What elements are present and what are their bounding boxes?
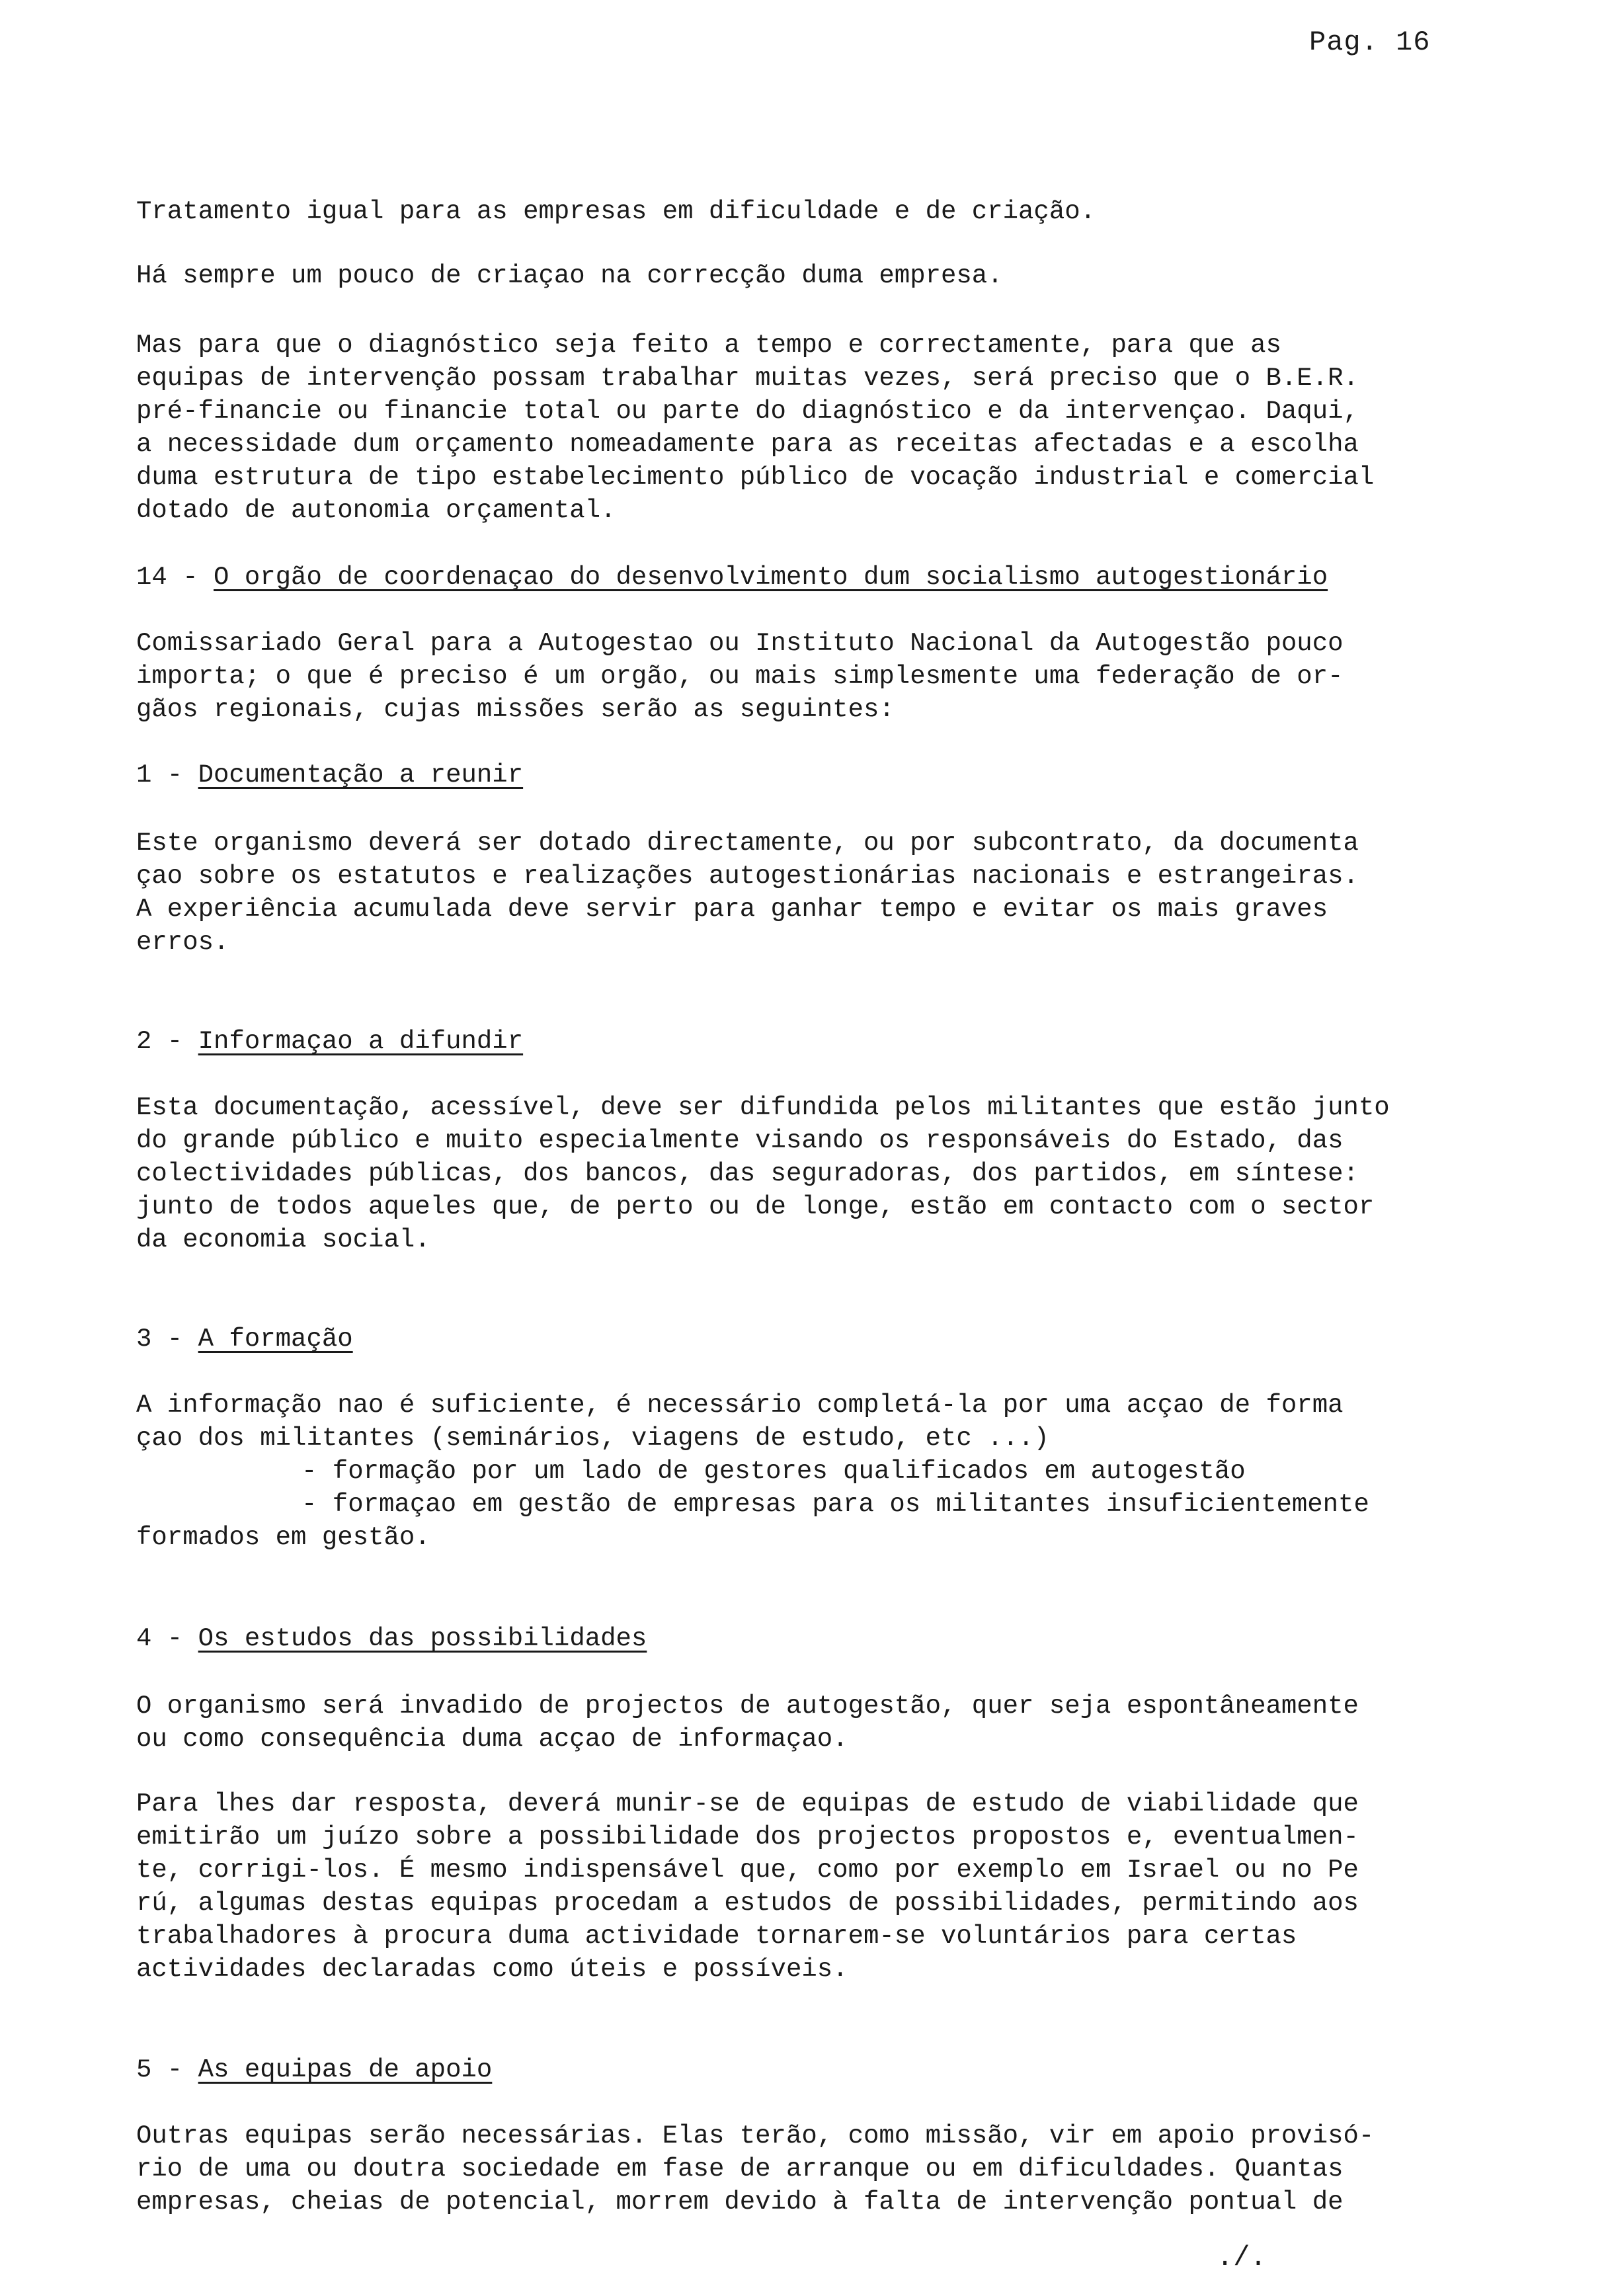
item-2-body: Esta documentação, acessível, deve ser difundida pelos militantes que estão junto do grande público e muito especialmente visando os responsáveis do Estado, das colectividades públicas, dos bancos, das seguradoras, dos partidos, em síntese: junto de todos aqueles que, de perto ou de longe, estão em contacto com o sector da economia social. (136, 1093, 1390, 1254)
item-title: Os estudos das possibilidades (198, 1624, 647, 1653)
item-title: Informaçao a difundir (198, 1027, 524, 1056)
section-number: 14 - (136, 563, 214, 592)
item-4-paragraph-1: O organismo será invadido de projectos de autogestão, quer seja espontâneamente ou como consequência duma acçao de informaçao. (136, 1692, 1359, 1754)
item-number: 3 - (136, 1325, 198, 1354)
item-title: As equipas de apoio (198, 2055, 493, 2084)
item-4-heading (136, 1622, 647, 1655)
item-1-heading (136, 758, 523, 792)
item-title: A formação (198, 1325, 353, 1354)
section-14-heading (136, 561, 1328, 594)
item-3-heading (136, 1323, 353, 1356)
item-title: Documentação a reunir (198, 760, 524, 790)
section-title: O orgão de coordenaçao do desenvolvimento dum socialismo autogestionário (214, 563, 1328, 592)
intro-paragraph-3: Mas para que o diagnóstico seja feito a tempo e correctamente, para que as equipas de intervenção possam trabalhar muitas vezes, será preciso que o B.E.R. pré-financie ou financie total ou parte do diagnóstico e da intervençao. Daqui, a necessidade dum orçamento nomeadamente para as receitas afectadas e a escolha duma estrutura de tipo estabelecimento público de vocação industrial e comercial dotado de autonomia orçamental. (136, 331, 1375, 525)
item-5-body: Outras equipas serão necessárias. Elas terão, como missão, vir em apoio provisó- rio de uma ou doutra sociedade em fase de arranque ou em dificuldades. Quantas empresas, cheias de potencial, morrem devido à falta de intervenção pontual de (136, 2121, 1375, 2217)
item-2-heading (136, 1025, 523, 1058)
item-4-paragraph-2: Para lhes dar resposta, deverá munir-se de equipas de estudo de viabilidade que emitirão um juízo sobre a possibilidade dos projectos propostos e, eventualmen- te, corrigi-los. É mesmo indispensável que, como por exemplo em Israel ou no Pe rú, algumas destas equipas procedam a estudos de possibilidades, permitindo aos trabalhadores à procura duma actividade tornarem-se voluntários para certas actividades declaradas como úteis e possíveis. (136, 1789, 1359, 1984)
bullet-line: - formação por um lado de gestores qualificados em autogestão (302, 1457, 1246, 1486)
item-number: 2 - (136, 1027, 198, 1056)
item-1-body: Este organismo deverá ser dotado directamente, ou por subcontrato, da documenta çao sobre os estatutos e realizações autogestionárias nacionais e estrangeiras. A experiência acumulada deve servir para ganhar tempo e evitar os mais graves erros. (136, 829, 1359, 957)
item-number: 1 - (136, 760, 198, 790)
bullet-line: - formaçao em gestão de empresas para os militantes insuficientemente (302, 1490, 1369, 1519)
item-3-body: A informação nao é suficiente, é necessário completá-la por uma acçao de forma çao dos militantes (seminários, viagens de estudo, etc ...) - formação por um lado de gestores qualificados em autogestão - formaçao em gestão de empresas para os militantes insuficientemente formados em gestão. (136, 1389, 1478, 1554)
continuation-mark: ./. (1217, 2242, 1267, 2274)
page-number: Pag. 16 (1309, 26, 1431, 58)
item-number: 5 - (136, 2055, 198, 2084)
intro-paragraph-1: Tratamento igual para as empresas em dificuldade e de criação. (136, 197, 1096, 226)
item-5-heading (136, 2053, 492, 2086)
section-14-body: Comissariado Geral para a Autogestao ou Instituto Nacional da Autogestão pouco importa; o que é preciso é um orgão, ou mais simplesmente uma federação de or- gãos regionais, cujas missões serão as seguintes: (136, 629, 1344, 724)
intro-paragraph-2: Há sempre um pouco de criaçao na correcção duma empresa. (136, 261, 1003, 290)
item-number: 4 - (136, 1624, 198, 1653)
